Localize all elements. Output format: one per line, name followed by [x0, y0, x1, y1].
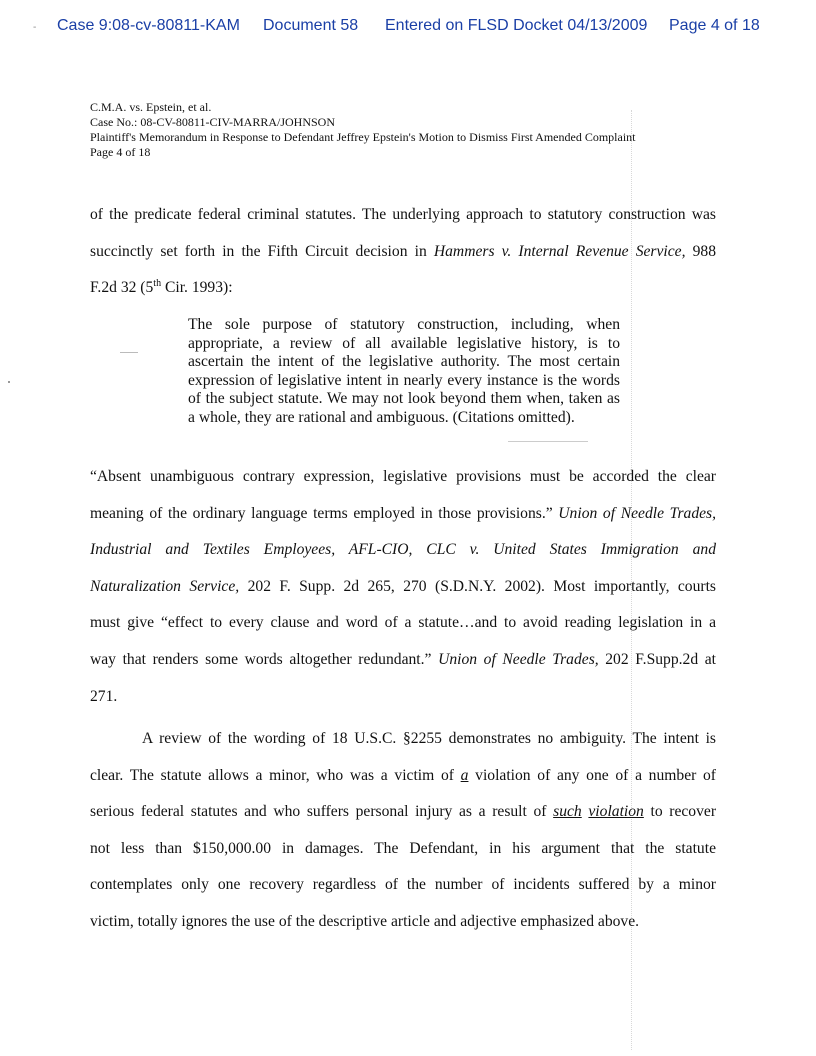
emphasized-word: such	[553, 803, 582, 821]
text-line: A review of the wording of 18 U.S.C. §2255 demonstrates no ambiguity. The intent is	[142, 730, 716, 747]
text-line: must give “effect to every clause and word of a statute…and to avoid reading legislation in a	[90, 614, 716, 632]
text-line: victim, totally ignores the use of the descriptive article and adjective emphasized above.	[90, 912, 640, 930]
text-line: succinctly set forth in the Fifth Circuit decision in Hammers v. Internal Revenue Service, 988	[90, 242, 717, 260]
text-line: F.2d 32 (5th Cir. 1993):	[90, 278, 233, 297]
paragraph-2	[90, 459, 716, 715]
block-quote: The sole purpose of statutory construction, including, when appropriate, a review of all available legislative history, is to ascertain the intent of the legislative authority. The most certain expression of legislative intent in nearly every instance is the words of the subject statute. We may not look beyond them when, taken as a whole, they are rational and ambiguous. (Citations omitted).	[188, 316, 620, 426]
text-line: meaning of the ordinary language terms employed in those provisions.” Union of Needle Trades,	[90, 504, 717, 522]
text-line: serious federal statutes and who suffers personal injury as a result of such violation to recover	[90, 803, 717, 821]
document-number-stamp: Document 58	[263, 17, 359, 34]
text-line: clear. The statute allows a minor, who was a victim of a violation of any one of a number of	[90, 766, 716, 784]
scan-mark: -	[33, 22, 37, 33]
caption-page: Page 4 of 18	[90, 145, 151, 159]
scan-artifact-dash	[508, 441, 588, 442]
case-citation: Industrial and Textiles Employees, AFL-CIO, CLC v. United States Immigration and	[90, 541, 716, 559]
text-line: way that renders some words altogether redundant.” Union of Needle Trades, 202 F.Supp.2d at	[90, 650, 717, 668]
paragraph-1	[90, 197, 716, 307]
text-line	[90, 532, 716, 569]
docket-entry-stamp: Entered on FLSD Docket 04/13/2009	[385, 17, 648, 34]
case-citation: Hammers v. Internal Revenue Service,	[433, 242, 686, 260]
text-line: contemplates only one recovery regardless of the number of incidents suffered by a minor	[90, 876, 716, 894]
case-citation: Union of Needle Trades,	[558, 504, 717, 522]
text-line: of the predicate federal criminal statutes. The underlying approach to statutory construction was	[90, 206, 716, 223]
emphasized-word: a	[460, 766, 469, 784]
case-citation: Union of Needle Trades,	[438, 650, 599, 668]
text-line: not less than $150,000.00 in damages. The Defendant, in his argument that the statute	[90, 839, 716, 857]
emphasized-word: violation	[588, 803, 644, 821]
text-line: “Absent unambiguous contrary expression, legislative provisions must be accorded the clear	[90, 468, 716, 485]
scan-artifact-dot	[8, 381, 10, 383]
caption-case-no: Case No.: 08-CV-80811-CIV-MARRA/JOHNSON	[90, 115, 336, 129]
scan-artifact-dash	[120, 352, 138, 353]
text-line: Naturalization Service, 202 F. Supp. 2d 265, 270 (S.D.N.Y. 2002). Most importantly, courts	[90, 577, 716, 595]
case-number-stamp: Case 9:08-cv-80811-KAM	[57, 17, 240, 34]
case-citation: Naturalization Service,	[90, 577, 240, 595]
caption-parties: C.M.A. vs. Epstein, et al.	[90, 100, 212, 114]
page-stamp: Page 4 of 18	[669, 17, 760, 34]
paragraph-3	[90, 721, 716, 941]
caption-header	[90, 100, 740, 160]
text-line: 271.	[90, 687, 118, 705]
caption-title: Plaintiff's Memorandum in Response to Defendant Jeffrey Epstein's Motion to Dismiss First Amended Complaint	[90, 130, 636, 144]
docket-stamp	[0, 17, 816, 39]
